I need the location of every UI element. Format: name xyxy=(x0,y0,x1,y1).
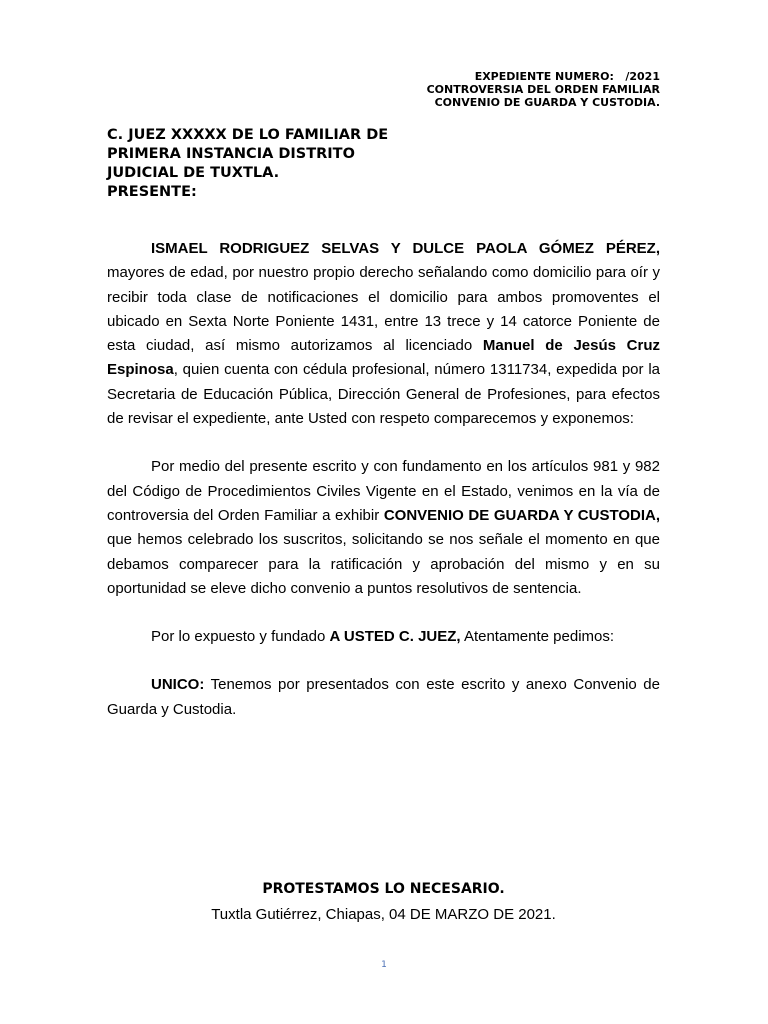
case-type: CONTROVERSIA DEL ORDEN FAMILIAR xyxy=(426,83,660,96)
protest-line: PROTESTAMOS LO NECESARIO. xyxy=(262,881,505,897)
paragraph-introduction xyxy=(107,237,660,431)
place-date-line: Tuxtla Gutiérrez, Chiapas, 04 DE MARZO DE 2021. xyxy=(211,906,556,923)
petition-text-2: Atentamente pedimos: xyxy=(460,628,615,646)
petition-bold: A USTED C. JUEZ, xyxy=(329,628,461,646)
paragraph-request xyxy=(107,455,660,601)
paragraph-unico xyxy=(107,673,660,722)
request-text-2: que hemos celebrado los suscritos, solicitando se nos señale el momento en que debamos comparecer para la ratificación y aprobación del mismo y en su oportunidad se eleve dicho convenio a puntos resolutivos de sentencia. xyxy=(107,531,660,597)
petition-text-1: Por lo expuesto y fundado xyxy=(151,628,330,646)
unico-label: UNICO: xyxy=(151,676,205,694)
case-number: EXPEDIENTE NUMERO: /2021 xyxy=(474,70,660,83)
promoter-names: ISMAEL RODRIGUEZ SELVAS Y DULCE PAOLA GÓMEZ PÉREZ, xyxy=(151,240,660,257)
page-number: 1 xyxy=(381,960,387,970)
case-subject: CONVENIO DE GUARDA Y CUSTODIA. xyxy=(434,96,660,109)
intro-text-1: mayores de edad, por nuestro propio derecho señalando como domicilio para oír y recibir toda clase de notificaciones el domicilio para ambos promoventes el ubicado en Sexta Norte Poniente 1431, entre 13 trece y 14 catorce Poniente de esta ciudad, así mismo autorizamos al licenciado xyxy=(107,264,660,355)
paragraph-petition xyxy=(107,625,660,649)
case-header xyxy=(427,70,660,109)
addressee-line-1: C. JUEZ XXXXX DE LO FAMILIAR DE xyxy=(107,127,389,143)
addressee-line-4: PRESENTE: xyxy=(107,184,197,200)
addressee-line-2: PRIMERA INSTANCIA DISTRITO xyxy=(107,146,355,162)
request-text-1: Por medio del presente escrito y con fundamento en los artículos 981 y 982 del Código de Procedimientos Civiles Vigente en el Estado, venimos en la vía de controversia del Orden Familiar a exhibir xyxy=(107,458,660,524)
closing-block xyxy=(107,876,660,928)
intro-text-2: , quien cuenta con cédula profesional, número 1311734, expedida por la Secretaria de Educación Pública, Dirección General de Profesiones, para efectos de revisar el expediente, ante Usted con respeto comparecemos y exponemos: xyxy=(107,361,660,428)
unico-text: Tenemos por presentados con este escrito y anexo Convenio de Guarda y Custodia. xyxy=(107,676,660,718)
addressee-line-3: JUDICIAL DE TUXTLA. xyxy=(107,165,280,181)
document-body xyxy=(107,237,660,722)
convenio-title: CONVENIO DE GUARDA Y CUSTODIA, xyxy=(383,506,661,524)
lawyer-name: Manuel de Jesús Cruz Espinosa xyxy=(107,337,661,379)
addressee-block xyxy=(107,126,527,202)
